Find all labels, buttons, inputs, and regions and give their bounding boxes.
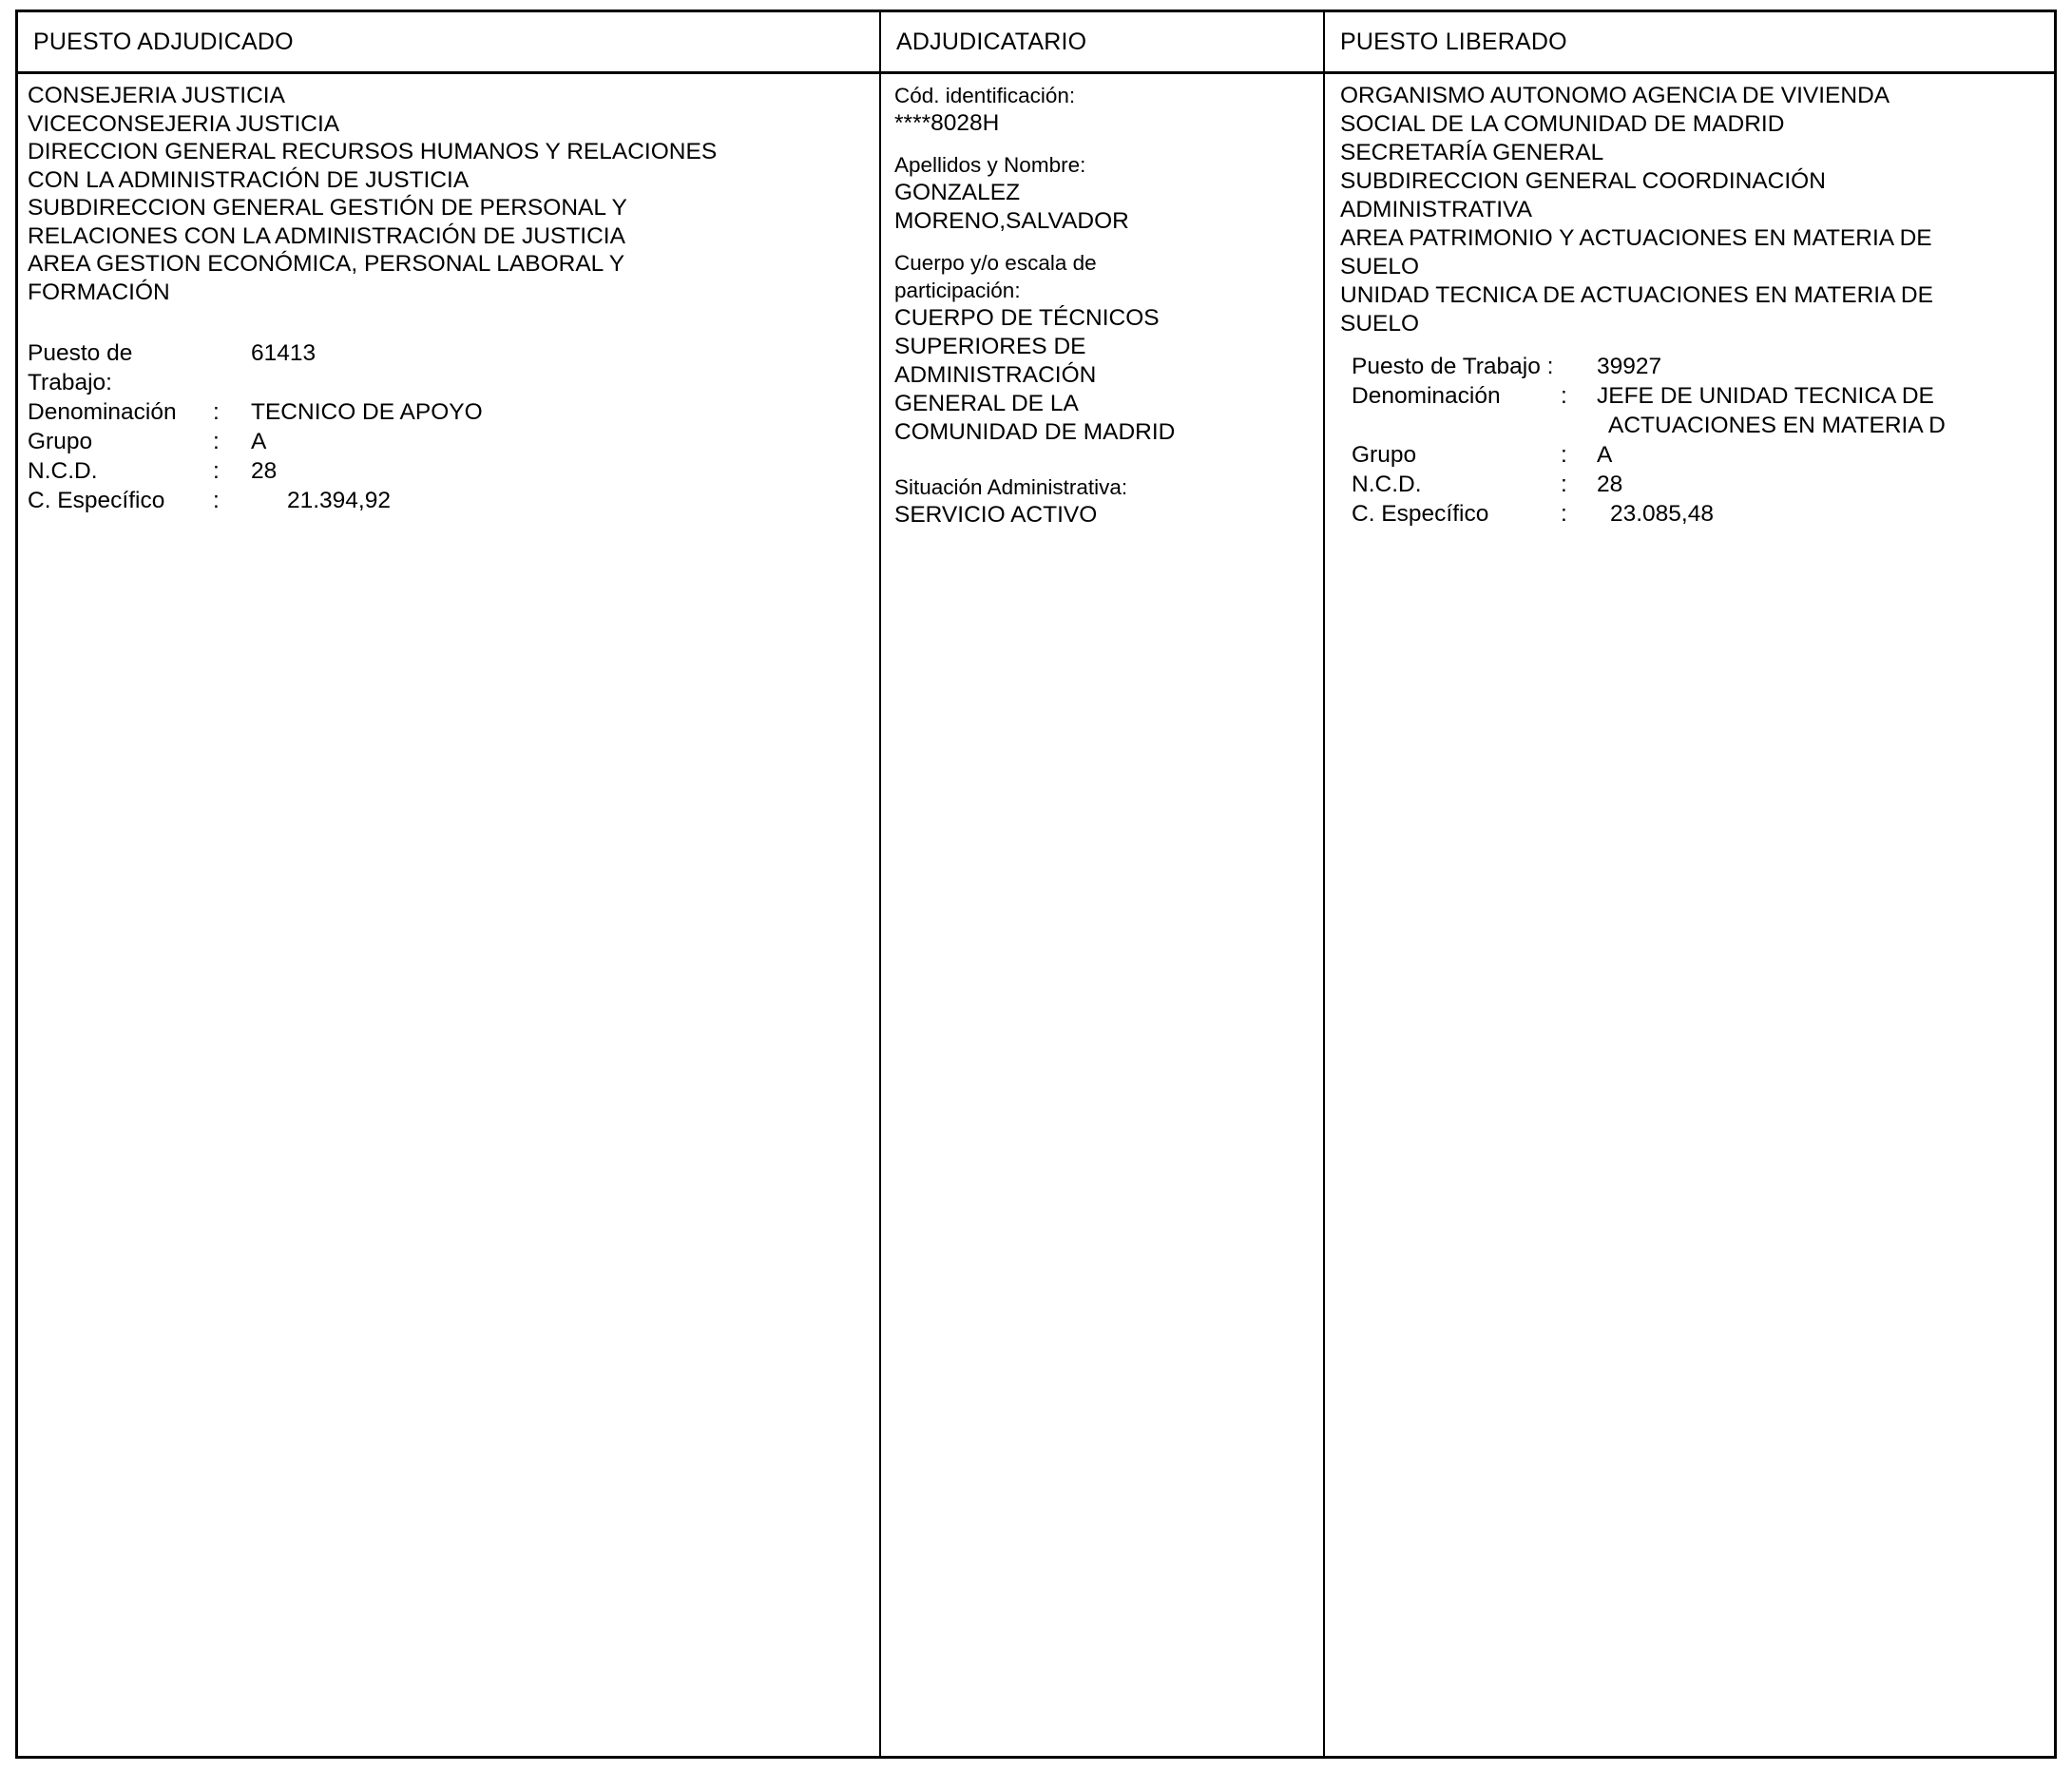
cuerpo-escala-label: participación: — [894, 279, 1021, 302]
cod-identificacion-label: Cód. identificación: — [894, 84, 1076, 107]
field-colon: : — [213, 429, 220, 454]
header-adjudicatario: ADJUDICATARIO — [881, 12, 1325, 71]
field-grupo — [1352, 440, 2044, 470]
field-label: Denominación — [1352, 383, 1501, 409]
field-colon: : — [1561, 383, 1567, 409]
org-line: SUBDIRECCION GENERAL COORDINACIÓN — [1340, 168, 1826, 194]
org-line: VICECONSEJERIA JUSTICIA — [28, 110, 340, 137]
field-value: 23.085,48 — [1610, 501, 1714, 527]
org-line: RELACIONES CON LA ADMINISTRACIÓN DE JUSTICIA — [28, 222, 625, 249]
situacion-administrativa-value: SERVICIO ACTIVO — [894, 502, 1098, 528]
field-value: 21.394,92 — [287, 488, 391, 513]
field-label: Grupo — [1352, 442, 1417, 468]
field-colon: : — [213, 399, 220, 425]
field-ncd — [1352, 470, 2044, 499]
org-line: SUELO — [1340, 311, 1420, 337]
org-line: SECRETARÍA GENERAL — [1340, 140, 1604, 165]
field-colon: : — [1561, 472, 1567, 497]
cell-puesto-adjudicado — [18, 74, 881, 1756]
field-value: JEFE DE UNIDAD TECNICA DE — [1597, 383, 1934, 409]
org-line: AREA PATRIMONIO Y ACTUACIONES EN MATERIA DE — [1340, 225, 1932, 251]
cell-adjudicatario — [881, 74, 1325, 1756]
field-value-cont: ACTUACIONES EN MATERIA D — [1608, 413, 1946, 438]
field-colon: : — [213, 488, 220, 513]
field-colon: : — [213, 458, 220, 484]
table-body-row — [18, 74, 2054, 1756]
field-label: C. Específico — [28, 488, 165, 513]
field-value: 61413 — [251, 340, 317, 366]
field-label: N.C.D. — [28, 458, 98, 484]
field-denominacion — [1352, 381, 2044, 411]
field-label: Denominación — [28, 399, 177, 425]
spacer — [28, 306, 870, 338]
cuerpo-escala-value: GENERAL DE LA — [894, 391, 1079, 416]
header-puesto-adjudicado: PUESTO ADJUDICADO — [18, 12, 881, 71]
field-value: A — [251, 429, 267, 454]
header-puesto-liberado: PUESTO LIBERADO — [1340, 28, 1567, 55]
cuerpo-escala-value: COMUNIDAD DE MADRID — [894, 419, 1176, 445]
field-value: 39927 — [1597, 354, 1662, 379]
adjudication-table — [15, 10, 2057, 1759]
field-value: 28 — [1597, 472, 1623, 497]
org-line: FORMACIÓN — [28, 279, 170, 305]
field-c-especifico — [1352, 499, 2044, 529]
spacer — [894, 236, 1314, 249]
org-line: ADMINISTRATIVA — [1340, 197, 1532, 222]
apellidos-nombre-value: MORENO,SALVADOR — [894, 208, 1129, 234]
org-line: AREA GESTION ECONÓMICA, PERSONAL LABORAL Y — [28, 251, 625, 277]
field-label: Puesto de Trabajo : — [1352, 354, 1554, 379]
cuerpo-escala-value: SUPERIORES DE — [894, 334, 1086, 359]
org-line: CONSEJERIA JUSTICIA — [28, 83, 285, 108]
cuerpo-escala-value: CUERPO DE TÉCNICOS — [894, 305, 1160, 331]
field-label: N.C.D. — [1352, 472, 1422, 497]
org-line: DIRECCION GENERAL RECURSOS HUMANOS Y RELACIONES — [28, 139, 718, 164]
puesto-adjudicado-fields — [28, 338, 870, 515]
field-grupo — [28, 427, 870, 456]
cuerpo-escala-value: ADMINISTRACIÓN — [894, 362, 1097, 388]
puesto-liberado-fields — [1340, 352, 2044, 529]
spacer — [1340, 338, 2044, 352]
situacion-administrativa-label: Situación Administrativa: — [894, 475, 1128, 499]
cuerpo-escala-label: Cuerpo y/o escala de — [894, 251, 1097, 275]
org-line: SOCIAL DE LA COMUNIDAD DE MADRID — [1340, 111, 1785, 137]
cod-identificacion-value: ****8028H — [894, 110, 1000, 136]
field-value: TECNICO DE APOYO — [251, 399, 483, 425]
apellidos-nombre-value: GONZALEZ — [894, 180, 1021, 205]
cell-puesto-liberado — [1325, 74, 2054, 1756]
org-line: SUBDIRECCION GENERAL GESTIÓN DE PERSONAL Y — [28, 195, 627, 221]
field-colon: : — [1561, 501, 1567, 527]
field-puesto-de-trabajo — [28, 338, 870, 397]
apellidos-nombre-label: Apellidos y Nombre: — [894, 153, 1086, 177]
org-line: UNIDAD TECNICA DE ACTUACIONES EN MATERIA DE — [1340, 282, 1933, 308]
field-label: Grupo — [28, 429, 93, 454]
puesto-liberado-organigram — [1340, 82, 2044, 338]
field-ncd — [28, 456, 870, 486]
field-denominacion — [28, 397, 870, 427]
field-value: 28 — [251, 458, 278, 484]
field-c-especifico — [28, 486, 870, 515]
field-value: A — [1597, 442, 1613, 468]
table-header-row — [18, 12, 2054, 74]
field-puesto-de-trabajo — [1352, 352, 2044, 381]
org-line: SUELO — [1340, 254, 1420, 279]
org-line: ORGANISMO AUTONOMO AGENCIA DE VIVIENDA — [1340, 83, 1890, 108]
puesto-adjudicado-organigram — [28, 82, 870, 306]
field-denominacion-cont — [1352, 411, 2044, 440]
field-colon: : — [1561, 442, 1567, 468]
org-line: CON LA ADMINISTRACIÓN DE JUSTICIA — [28, 166, 470, 193]
spacer — [894, 447, 1314, 473]
spacer — [894, 138, 1314, 151]
field-label: C. Específico — [1352, 501, 1489, 527]
field-label: Puesto de Trabajo: — [28, 340, 133, 395]
